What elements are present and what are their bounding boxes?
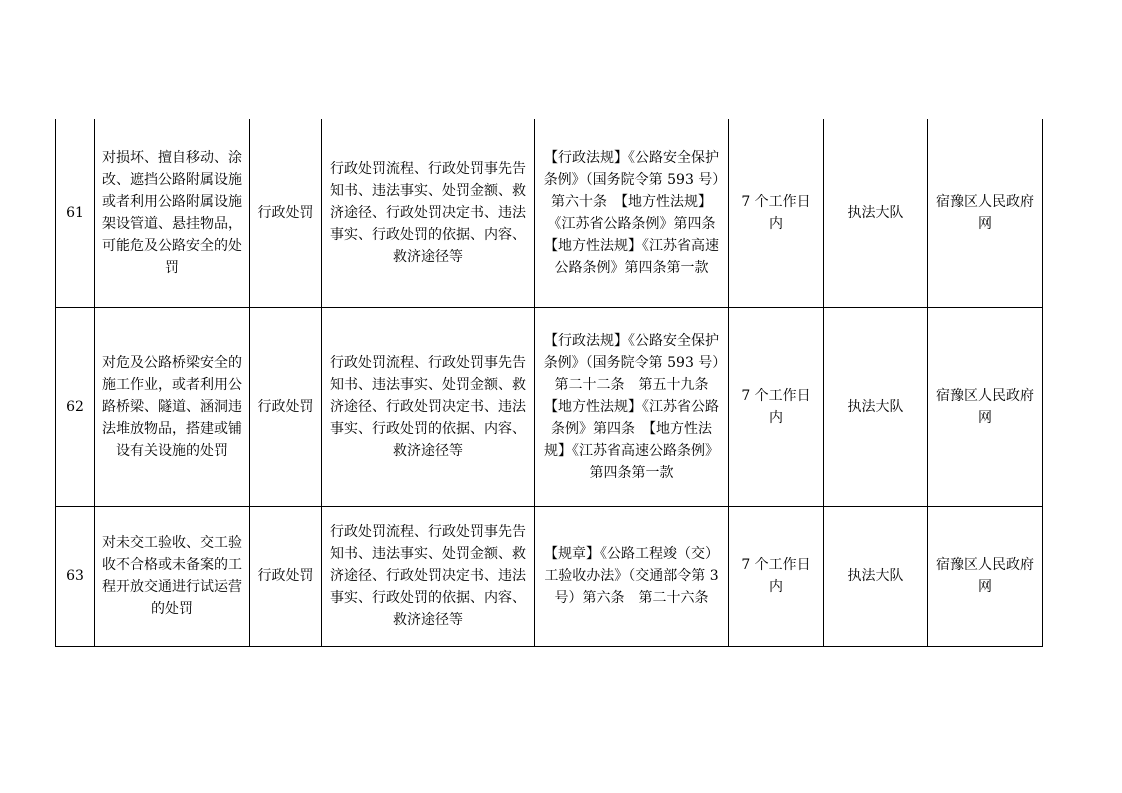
item-type-cell: 行政处罚 — [250, 119, 322, 307]
disclosure-content-cell: 行政处罚流程、行政处罚事先告知书、违法事实、处罚金额、救济途径、行政处罚决定书、违法事实、行政处罚的依据、内容、救济途径等 — [322, 119, 535, 307]
time-limit-cell: 7 个工作日内 — [729, 506, 824, 646]
table-row — [56, 119, 1043, 307]
row-number: 62 — [56, 307, 95, 506]
row-number: 63 — [56, 506, 95, 646]
disclosure-content-cell: 行政处罚流程、行政处罚事先告知书、违法事实、处罚金额、救济途径、行政处罚决定书、违法事实、行政处罚的依据、内容、救济途径等 — [322, 506, 535, 646]
time-limit-cell: 7 个工作日内 — [729, 307, 824, 506]
legal-basis-cell: 【行政法规】《公路安全保护条例》（国务院令第 593 号）第六十条 【地方性法规】《江苏省公路条例》第四条 【地方性法规】《江苏省高速公路条例》第四条第一款 — [535, 119, 729, 307]
row-number: 61 — [56, 119, 95, 307]
department-cell: 执法大队 — [824, 506, 928, 646]
item-name-cell: 对损坏、擅自移动、涂改、遮挡公路附属设施或者利用公路附属设施架设管道、悬挂物品，可能危及公路安全的处罚 — [95, 119, 250, 307]
table-row — [56, 307, 1043, 506]
item-name-cell: 对危及公路桥梁安全的施工作业，或者利用公路桥梁、隧道、涵洞违法堆放物品，搭建或铺设有关设施的处罚 — [95, 307, 250, 506]
disclosure-content-cell: 行政处罚流程、行政处罚事先告知书、违法事实、处罚金额、救济途径、行政处罚决定书、违法事实、行政处罚的依据、内容、救济途径等 — [322, 307, 535, 506]
item-name-cell: 对未交工验收、交工验收不合格或未备案的工程开放交通进行试运营的处罚 — [95, 506, 250, 646]
channel-cell: 宿豫区人民政府网 — [928, 506, 1043, 646]
department-cell: 执法大队 — [824, 119, 928, 307]
channel-cell: 宿豫区人民政府网 — [928, 119, 1043, 307]
item-type-cell: 行政处罚 — [250, 307, 322, 506]
channel-cell: 宿豫区人民政府网 — [928, 307, 1043, 506]
table-row — [56, 506, 1043, 646]
legal-basis-cell: 【规章】《公路工程竣（交）工验收办法》（交通部令第 3 号）第六条 第二十六条 — [535, 506, 729, 646]
time-limit-cell: 7 个工作日内 — [729, 119, 824, 307]
legal-basis-cell: 【行政法规】《公路安全保护条例》（国务院令第 593 号）第二十二条 第五十九条 【地方性法规】《江苏省公路条例》第四条 【地方性法规】《江苏省高速公路条例》第四条第一款 — [535, 307, 729, 506]
department-cell: 执法大队 — [824, 307, 928, 506]
penalty-table — [55, 119, 1043, 647]
item-type-cell: 行政处罚 — [250, 506, 322, 646]
